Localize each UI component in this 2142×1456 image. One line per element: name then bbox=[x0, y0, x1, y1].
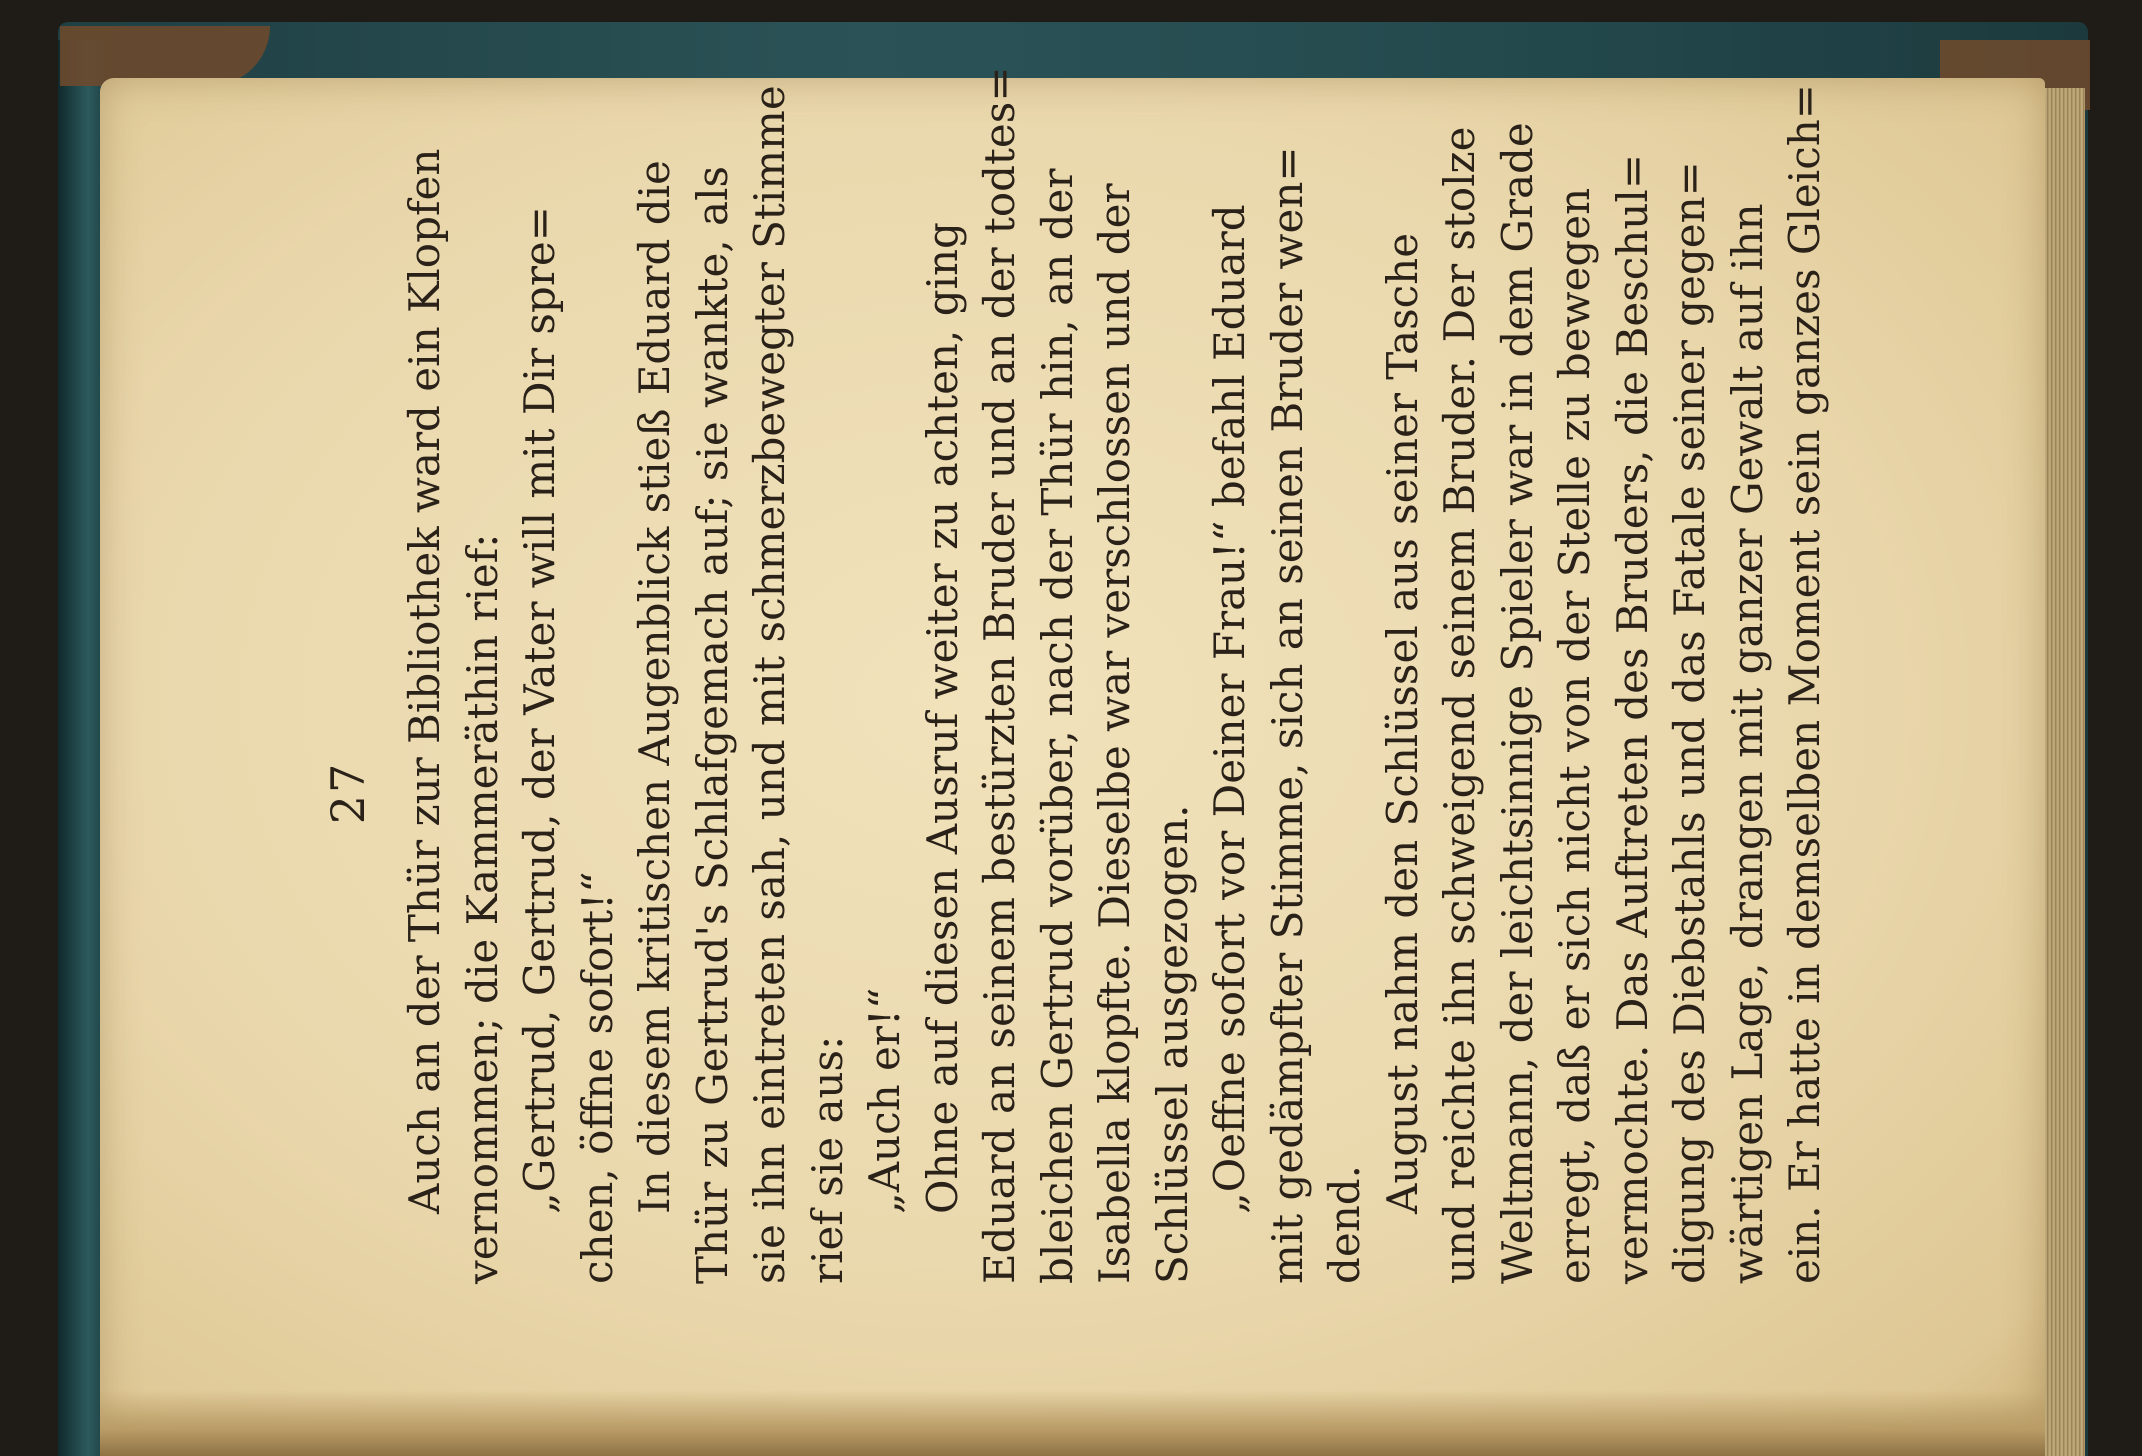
text-line: „Gertrud, Gertrud, der Vater will mit Dir spre= bbox=[515, 206, 564, 1214]
page-gutter-shadow bbox=[100, 1390, 2045, 1456]
text-line: Eduard an seinem bestürzten Bruder und an der todtes= bbox=[975, 66, 1024, 1284]
text-line: chen, öffne sofort!“ bbox=[572, 871, 622, 1284]
paragraph bbox=[396, 148, 511, 1284]
text-line: dend. bbox=[1320, 1164, 1369, 1284]
text-line: August nahm den Schlüssel aus seiner Tasche bbox=[1377, 232, 1427, 1214]
text-line: Thür zu Gertrud's Schlafgemach auf; sie wankte, als bbox=[687, 165, 737, 1284]
text-line: „Auch er!“ bbox=[860, 987, 909, 1214]
paragraph bbox=[856, 302, 914, 1284]
paragraph bbox=[626, 85, 856, 1284]
text-line: und reichte ihn schweigend seinem Bruder. Der stolze bbox=[1435, 126, 1484, 1284]
text-line: wärtigen Lage, drangen mit ganzer Gewalt auf ihn bbox=[1722, 203, 1772, 1284]
text-line: mit gedämpfter Stimme, sich an seinen Bruder wen= bbox=[1262, 146, 1312, 1284]
paragraph bbox=[511, 206, 626, 1284]
page-text-block bbox=[300, 66, 1829, 1284]
paragraph bbox=[914, 66, 1202, 1284]
text-line: vermochte. Das Auftreten des Bruders, die Beschul= bbox=[1607, 153, 1657, 1284]
text-line: Weltmann, der leichtsinnige Spieler war in dem Grade bbox=[1492, 122, 1542, 1284]
text-line: Schlüssel ausgezogen. bbox=[1147, 804, 1197, 1284]
text-line: bleichen Gertrud vorüber, nach der Thür hin, an der bbox=[1032, 168, 1082, 1284]
page-number: 27 bbox=[321, 761, 375, 825]
text-line: vernommen; die Kammeräthin rief: bbox=[457, 533, 507, 1284]
text-line: Ohne auf diesen Ausruf weiter zu achten, ging bbox=[917, 222, 967, 1214]
text-line: erregt, daß er sich nicht von der Stelle zu bewegen bbox=[1550, 187, 1599, 1284]
page-stack-edges bbox=[2040, 88, 2085, 1456]
text-line: sie ihn eintreten sah, und mit schmerzbewegter Stimme bbox=[745, 85, 794, 1284]
worn-cover-corner-left bbox=[60, 26, 270, 86]
paragraph bbox=[1201, 146, 1374, 1284]
text-line: ein. Er hatte in demselben Moment sein ganzes Gleich= bbox=[1780, 84, 1829, 1284]
text-line: Auch an der Thür zur Bibliothek ward ein Klopfen bbox=[400, 148, 449, 1214]
text-line: „Oeffne sofort vor Deiner Frau!“ befahl Eduard bbox=[1205, 204, 1254, 1214]
text-line: Isabella klopfte. Dieselbe war verschlossen und der bbox=[1090, 183, 1139, 1284]
paragraph bbox=[1374, 84, 1834, 1284]
text-line: In diesem kritischen Augenblick stieß Eduard die bbox=[630, 160, 679, 1214]
text-line: rief sie aus: bbox=[802, 1035, 852, 1284]
text-line: digung des Diebstahls und das Fatale seiner gegen= bbox=[1665, 161, 1714, 1284]
paragraphs-container bbox=[396, 66, 1834, 1284]
